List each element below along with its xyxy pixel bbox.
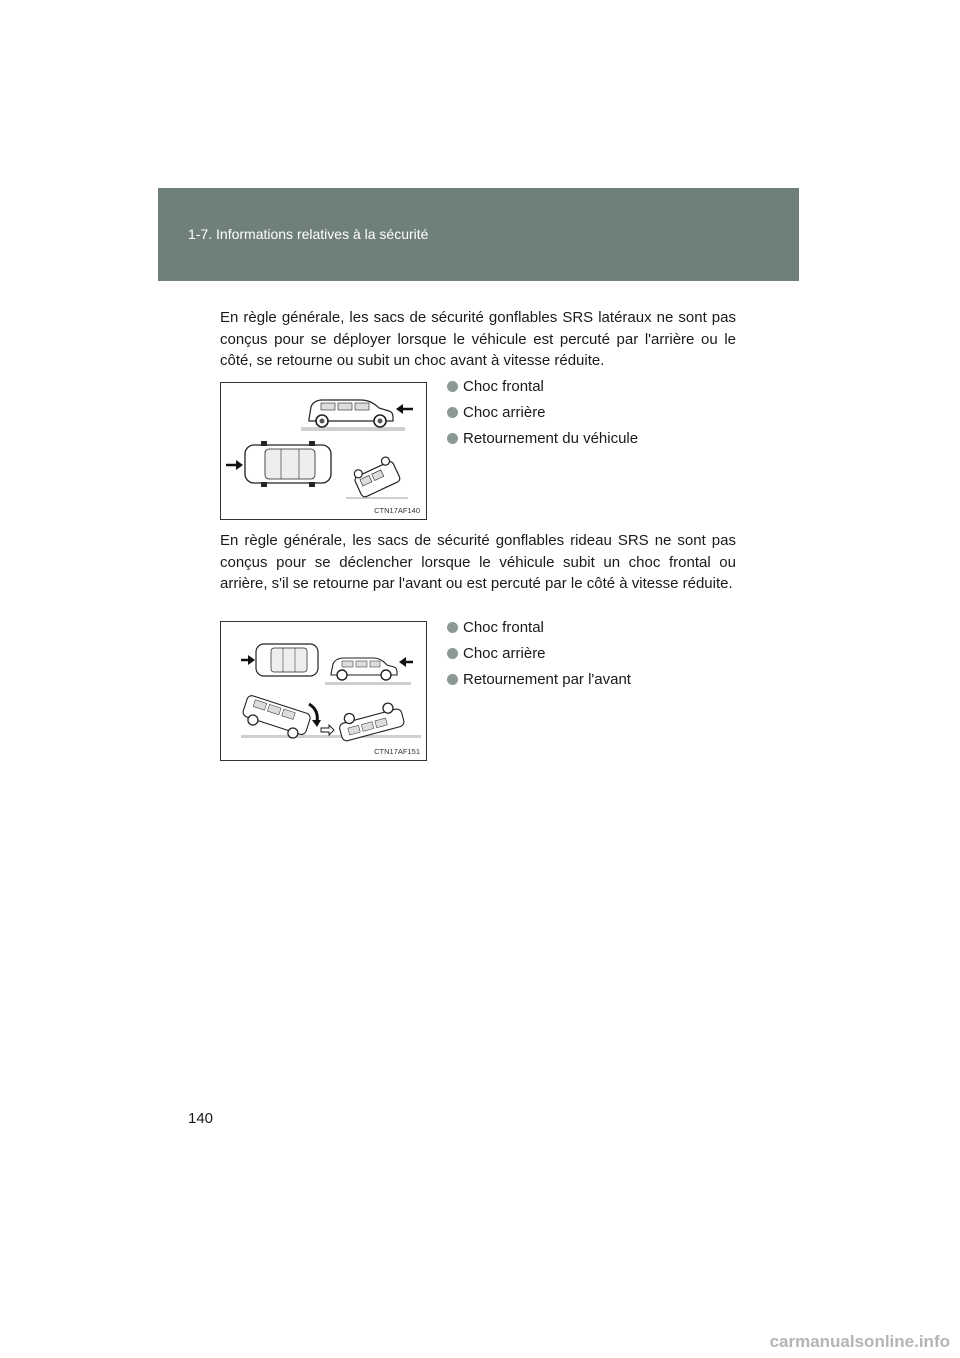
curved-arrow-icon (309, 704, 321, 727)
section-title: 1-7. Informations relatives à la sécurité (188, 226, 429, 242)
bullet-dot-icon (447, 622, 458, 633)
paragraph-side-airbags: En règle générale, les sacs de sécurité gonflables SRS latéraux ne sont pas conçus pour se déployer lorsque le véhicule est percuté par l'arrière ou le côté, se retourne ou subit un choc avant à vitesse réduite. (220, 309, 736, 369)
list-item: Choc frontal (447, 618, 631, 644)
collision-list-2 (447, 618, 631, 696)
collision-list-1 (447, 377, 638, 455)
figure-curtain-airbag-collisions (220, 621, 427, 761)
arrow-left-icon (399, 657, 413, 667)
list-item: Choc arrière (447, 403, 638, 429)
tilting-car-icon (240, 694, 311, 741)
figure-side-airbag-collisions (220, 382, 427, 520)
overturned-car-icon (351, 455, 401, 498)
watermark: carmanualsonline.info (769, 1332, 950, 1351)
bullet-dot-icon (447, 433, 458, 444)
top-view-car-icon (256, 644, 318, 676)
arrow-right-icon (241, 655, 255, 665)
side-view-car-icon (331, 658, 397, 680)
list-item: Retournement par l'avant (447, 670, 631, 696)
arrow-left-icon (396, 404, 413, 414)
bullet-dot-icon (447, 674, 458, 685)
bullet-dot-icon (447, 407, 458, 418)
bullet-dot-icon (447, 381, 458, 392)
paragraph-curtain-airbags: En règle générale, les sacs de sécurité gonflables rideau SRS ne sont pas conçus pour se déclencher lorsque le véhicule subit un choc frontal ou arrière, s'il se retourne par l'avant ou est percuté par le côté à vitesse réduite. (220, 532, 736, 592)
arrow-right-icon (226, 460, 243, 470)
section-header (158, 188, 799, 281)
list-item: Choc frontal (447, 377, 638, 403)
side-view-car-icon (309, 400, 393, 427)
top-view-car-icon (245, 441, 331, 487)
page-number: 140 (188, 1110, 214, 1127)
list-item: Retournement du véhicule (447, 429, 638, 455)
figure-code: CTN17AF140 (374, 506, 420, 515)
figure-code: CTN17AF151 (374, 747, 420, 756)
list-item: Choc arrière (447, 644, 631, 670)
collision-illustration-2 (221, 622, 428, 762)
collision-illustration-1 (221, 383, 428, 521)
outline-arrow-right-icon (321, 725, 334, 735)
bullet-dot-icon (447, 648, 458, 659)
